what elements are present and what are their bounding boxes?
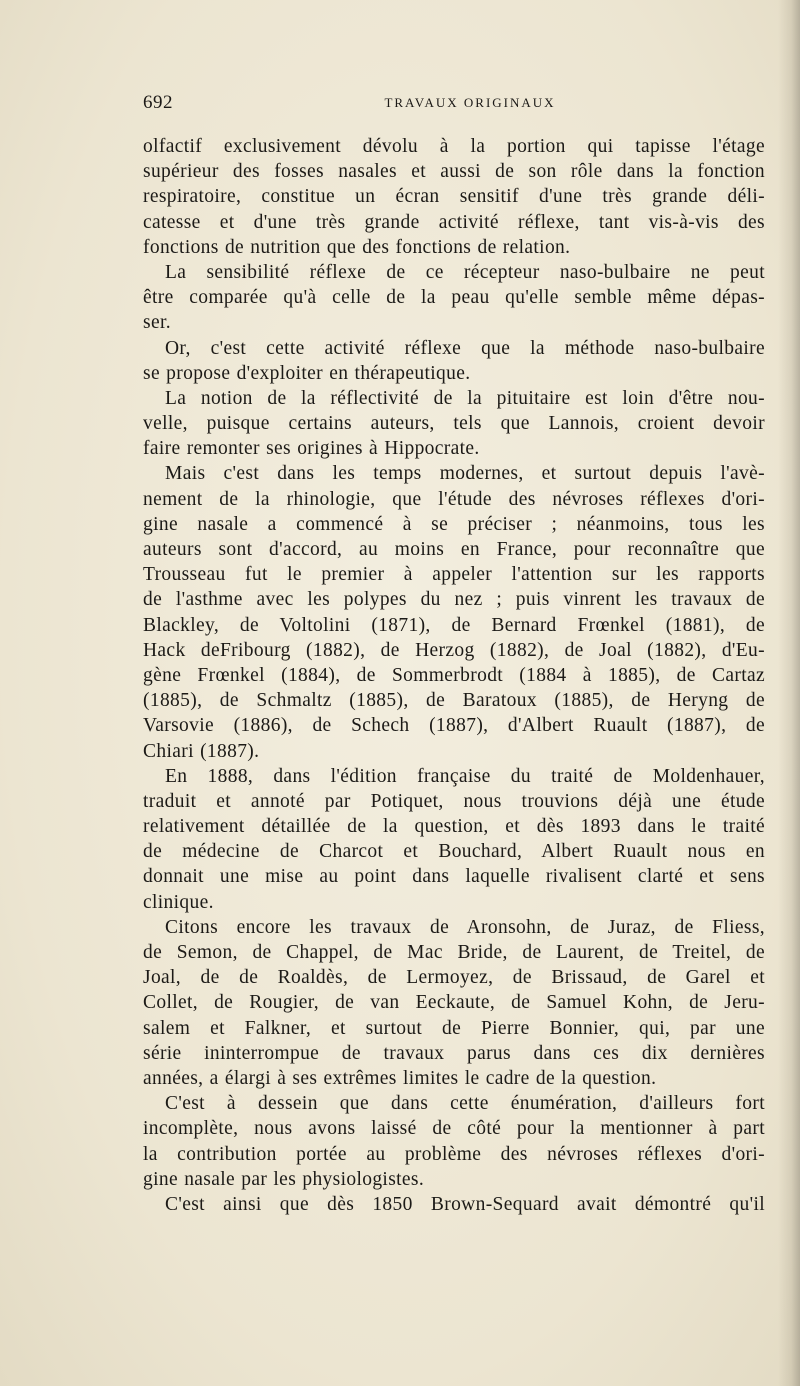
- text-line: olfactif exclusivement dévolu à la portion qui tapisse l'étage: [143, 136, 765, 157]
- text-line: incomplète, nous avons laissé de côté pour la mentionner à part: [143, 1118, 765, 1140]
- text-line: traduit et annoté par Potiquet, nous trouvions déjà une étude: [143, 790, 765, 812]
- text-line: gine nasale par les physiologistes.: [143, 1168, 425, 1190]
- text-line: gène Frœnkel (1884), de Sommerbrodt (1884 à 1885), de Cartaz: [143, 664, 765, 686]
- text-line: série ininterrompue de travaux parus dans ces dix dernières: [143, 1042, 765, 1064]
- text-line: fonctions de nutrition que des fonctions de relation.: [143, 236, 571, 258]
- text-line: Or, c'est cette activité réflexe que la méthode naso-bulbaire: [165, 337, 765, 359]
- text-line: être comparée qu'à celle de la peau qu'elle semble même dépas-: [143, 287, 765, 309]
- text-line: Joal, de de Roaldès, de Lermoyez, de Brissaud, de Garel et: [143, 967, 765, 989]
- text-line: supérieur des fosses nasales et aussi de son rôle dans la fonction: [143, 161, 765, 183]
- text-line: auteurs sont d'accord, au moins en France, pour reconnaître que: [143, 539, 765, 560]
- text-line: (1885), de Schmaltz (1885), de Baratoux (1885), de Heryng de: [143, 690, 765, 712]
- text-line: de médecine de Charcot et Bouchard, Albert Ruault nous en: [143, 841, 765, 863]
- text-line: ser.: [143, 312, 171, 334]
- page-edge-shadow: [778, 0, 800, 1386]
- text-line: La sensibilité réflexe de ce récepteur naso-bulbaire ne peut: [165, 261, 765, 283]
- text-line: C'est à dessein que dans cette énumération, d'ailleurs fort: [165, 1093, 765, 1115]
- running-title: TRAVAUX ORIGINAUX: [384, 95, 556, 110]
- text-line: nement de la rhinologie, que l'étude des névroses réflexes d'ori-: [143, 488, 765, 510]
- text-line: La notion de la réflectivité de la pituitaire est loin d'être nou-: [165, 387, 765, 409]
- text-line: Hack deFribourg (1882), de Herzog (1882), de Joal (1882), d'Eu-: [143, 639, 765, 661]
- text-line: donnait une mise au point dans laquelle rivalisent clarté et sens: [143, 866, 765, 888]
- text-line: catesse et d'une très grande activité réflexe, tant vis-à-vis des: [143, 211, 765, 233]
- text-line: Varsovie (1886), de Schech (1887), d'Albert Ruault (1887), de: [143, 715, 765, 737]
- text-line: Chiari (1887).: [143, 740, 260, 762]
- text-line: la contribution portée au problème des névroses réflexes d'ori-: [143, 1143, 765, 1165]
- text-line: Mais c'est dans les temps modernes, et surtout depuis l'avè-: [165, 463, 765, 485]
- text-line: de l'asthme avec les polypes du nez ; puis vinrent les travaux de: [143, 589, 765, 611]
- text-line: C'est ainsi que dès 1850 Brown-Sequard avait démontré qu'il: [165, 1193, 765, 1215]
- text-line: se propose d'exploiter en thérapeutique.: [143, 362, 471, 384]
- text-line: relativement détaillée de la question, et dès 1893 dans le traité: [143, 816, 765, 838]
- text-line: Collet, de Rougier, de van Eeckaute, de Samuel Kohn, de Jeru-: [143, 992, 765, 1014]
- text-line: Blackley, de Voltolini (1871), de Bernard Frœnkel (1881), de: [143, 614, 765, 636]
- text-line: années, a élargi à ses extrêmes limites le cadre de la question.: [143, 1067, 657, 1089]
- body-text: [143, 134, 765, 1217]
- text-line: Trousseau fut le premier à appeler l'attention sur les rapports: [143, 564, 765, 586]
- text-line: En 1888, dans l'édition française du traité de Moldenhauer,: [165, 765, 765, 787]
- text-line: gine nasale a commencé à se préciser ; néanmoins, tous les: [143, 513, 765, 535]
- text-line: de Semon, de Chappel, de Mac Bride, de Laurent, de Treitel, de: [143, 942, 765, 963]
- text-line: clinique.: [143, 891, 214, 913]
- text-line: velle, puisque certains auteurs, tels que Lannois, croient devoir: [143, 413, 765, 435]
- running-head: [143, 92, 763, 116]
- text-line: respiratoire, constitue un écran sensitif d'une très grande déli-: [143, 186, 765, 208]
- text-line: salem et Falkner, et surtout de Pierre Bonnier, qui, par une: [143, 1017, 765, 1039]
- text-line: Citons encore les travaux de Aronsohn, de Juraz, de Fliess,: [165, 916, 765, 938]
- page-number: 692: [143, 92, 173, 113]
- text-line: faire remonter ses origines à Hippocrate.: [143, 438, 480, 460]
